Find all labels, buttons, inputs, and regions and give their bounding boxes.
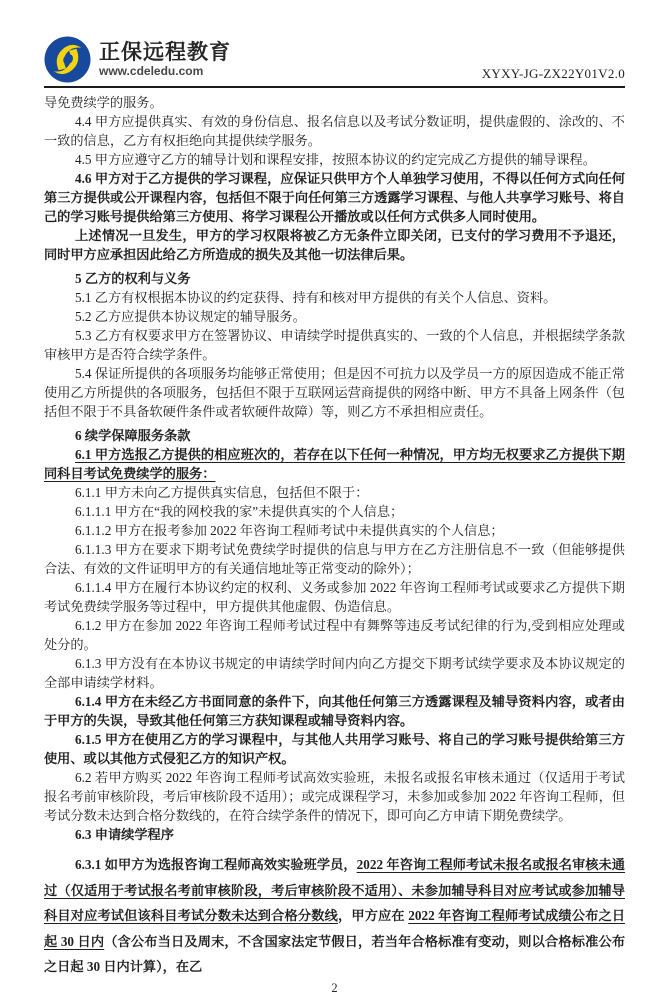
brand-url: www.cdeledu.com <box>99 63 204 78</box>
paragraph: 6.1.3 甲方没有在本协议书规定的申请续学时间内向乙方提交下期考试续学要求及本协议规定的全部申请续学材料。 <box>44 656 625 690</box>
paragraph: 导免费续学的服务。 <box>44 95 163 110</box>
document-code: XYXY-JG-ZX22Y01V2.0 <box>481 66 625 81</box>
paragraph <box>44 852 625 980</box>
paragraph: 6.1.4 甲方在未经乙方书面同意的条件下，向其他任何第三方透露课程及辅导资料内容，或者由于甲方的失误，导致其他任何第三方获知课程或辅导资料内容。 <box>44 694 625 728</box>
paragraph: 4.4 甲方应提供真实、有效的身份信息、报名信息以及考试分数证明，提供虚假的、涂改的、不一致的信息，乙方有权拒绝向其提供续学服务。 <box>44 114 625 148</box>
paragraph: 6.1.1.3 甲方在要求下期考试免费续学时提供的信息与甲方在乙方注册信息不一致（但能够提供合法、有效的文件证明甲方的有关通信地址等正常变动的除外）； <box>44 542 625 576</box>
document-body <box>44 88 625 980</box>
paragraph: 5.4 保证所提供的各项服务均能够正常使用；但是因不可抗力以及学员一方的原因造成不能正常使用乙方所提供的各项服务，包括但不限于互联网运营商提供的网络中断、甲方不具备上网条件（包括但不限于不具备软硬件条件或者软硬件故障）等，则乙方不承担相应责任。 <box>44 366 625 419</box>
paragraph: 6.1.1 甲方未向乙方提供真实信息，包括但不限于： <box>75 485 369 500</box>
paragraph: 5.3 乙方有权要求甲方在签署协议、申请续学时提供真实的、一致的个人信息，并根据续学条款审核甲方是否符合续学条件。 <box>44 328 625 362</box>
paragraph: 6.1.1.2 甲方在报考参加 2022 年咨询工程师考试中未提供真实的个人信息； <box>75 523 504 538</box>
paragraph: 5 乙方的权利与义务 <box>75 271 191 286</box>
brand-logo <box>44 36 231 83</box>
paragraph-segment: ，甲方应在 <box>337 908 409 923</box>
brand-text-block <box>99 41 231 78</box>
paragraph-segment: 6.3.1 如甲方为选报咨询工程师高效实验班学员， <box>75 857 357 872</box>
paragraph: 4.6 甲方对于乙方提供的学习课程，应保证只供甲方个人单独学习使用，不得以任何方式向任何第三方提供或公开课程内容，包括但不限于向任何第三方透露学习课程、与他人共享学习账号、将自己的学习账号提供给第三方使用、将学习课程公开播放或以任何方式供多人同时使用。 <box>44 171 625 224</box>
paragraph-segment: 2022 年咨询工程师考试未报名或报名审核未通过（仅适用于考试报名考前审核阶段，考后审核阶段不适用）、未参加辅导科目对应考试或参加辅导科目对应考试但该科目考试分数未达到合格分数线 <box>44 857 625 923</box>
paragraph: 6.1.1.1 甲方在“我的网校我的家”未提供真实的个人信息； <box>75 504 404 519</box>
swirl-globe-icon <box>44 36 91 83</box>
paragraph: 6.1 甲方选报乙方提供的相应班次的，若存在以下任何一种情况，甲方均无权要求乙方提供下期同科目考试免费续学的服务： <box>44 447 625 481</box>
paragraph: 5.1 乙方有权根据本协议的约定获得、持有和核对甲方提供的有关个人信息、资料。 <box>75 290 557 305</box>
paragraph: 6.1.5 甲方在使用乙方的学习课程中，与其他人共用学习账号、将自己的学习账号提供给第三方使用、或以其他方式侵犯乙方的知识产权。 <box>44 732 625 766</box>
paragraph: 6.1.1.4 甲方在履行本协议约定的权利、义务或参加 2022 年咨询工程师考试或要求乙方提供下期考试免费续学服务等过程中，甲方提供其他虚假、伪造信息。 <box>44 580 625 614</box>
page-number: 2 <box>331 980 338 995</box>
paragraph-segment: （含公布当日及周末，不含国家法定节假日，若当年合格标准有变动，则以合格标准公布之日起 30 日内计算），在乙 <box>44 933 626 974</box>
page-header <box>44 36 625 88</box>
paragraph: 5.2 乙方应提供本协议规定的辅导服务。 <box>75 309 306 324</box>
paragraph: 上述情况一旦发生，甲方的学习权限将被乙方无条件立即关闭，已支付的学习费用不予退还，同时甲方应承担因此给乙方所造成的损失及其他一切法律后果。 <box>44 228 625 262</box>
paragraph: 6.3 申请续学程序 <box>75 827 174 842</box>
paragraph: 6.2 若甲方购买 2022 年咨询工程师考试高效实验班，未报名或报名审核未通过（仅适用于考试报名考前审核阶段，考后审核阶段不适用）；或完成课程学习，未参加或参加 2022 年咨询工程师，但考试分数未达到合格分数线的，在符合续学条件的情况下，即可向乙方申请下期免费续学。 <box>44 770 625 823</box>
paragraph-segment: 2022 年咨询工程师考试成绩公布之日起 30 日内 <box>44 908 626 949</box>
brand-name: 正保远程教育 <box>99 40 231 64</box>
paragraph: 4.5 甲方应遵守乙方的辅导计划和课程安排，按照本协议的约定完成乙方提供的辅导课程。 <box>75 152 596 167</box>
paragraph: 6.1.2 甲方在参加 2022 年咨询工程师考试过程中有舞弊等违反考试纪律的行为,受到相应处理或处分的。 <box>44 618 625 652</box>
paragraph: 6 续学保障服务条款 <box>75 428 191 443</box>
